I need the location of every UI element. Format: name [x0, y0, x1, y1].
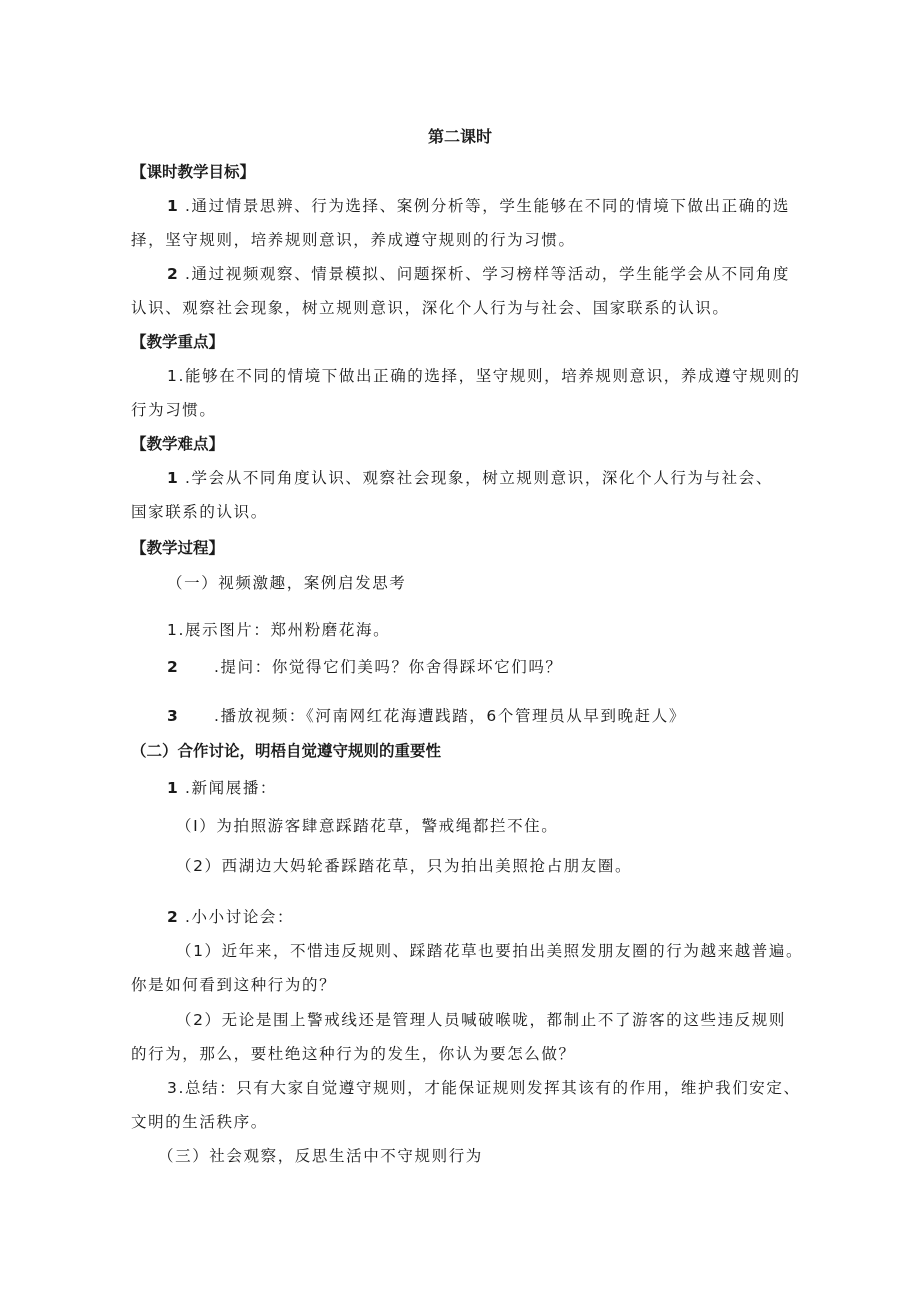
difficult-point-line-1: .学会从不同角度认识、观察社会现象，树立规则意识，深化个人行为与社会、 — [185, 469, 773, 487]
news-label: .新闻展播： — [185, 779, 278, 797]
discussion-q2-line-2: 的行为，那么，要杜绝这种行为的发生，你认为要怎么做？ — [131, 1045, 576, 1063]
summary-line-1: 3.总结：只有大家自觉遵守规则，才能保证规则发挥其该有的作用，维护我们安定、 — [167, 1079, 801, 1097]
objective-2-number: 2 — [167, 265, 178, 283]
part1-item-2-number: 2 — [167, 658, 178, 676]
news-number: 1 — [167, 779, 178, 797]
key-points-line-1: 1.能够在不同的情境下做出正确的选择，坚守规则，培养规则意识，养成遵守规则的 — [167, 367, 801, 385]
news-item-2: （2）西湖边大妈轮番踩踏花草，只为拍出美照抢占朋友圈。 — [176, 857, 633, 875]
news-item-1: （I）为拍照游客肆意踩踏花草，警戒绳都拦不住。 — [176, 817, 559, 835]
objective-1-number: 1 — [167, 197, 178, 215]
part2-heading: （二）合作讨论，明梧自觉遵守规则的重要性 — [131, 742, 442, 760]
discussion-q1-line-1: （1）近年来，不惜违反规则、踩踏花草也要拍出美照发朋友圈的行为越来越普遍。 — [176, 942, 804, 960]
key-points-heading: 【教学重点】 — [131, 333, 225, 351]
part1-item-3-number: 3 — [167, 707, 178, 725]
objective-1-line-1: .通过情景思辨、行为选择、案例分析等，学生能够在不同的情境下做出正确的选 — [185, 197, 791, 215]
part3-heading: （三）社会观察，反思生活中不守规则行为 — [158, 1147, 483, 1165]
part1-item-3: .播放视频：《河南网红花海遭践踏，6个管理员从早到晚赶人》 — [214, 707, 686, 725]
part1-heading: （一）视频激趣，案例启发思考 — [167, 574, 407, 592]
difficult-point-number: 1 — [167, 469, 178, 487]
process-heading: 【教学过程】 — [131, 539, 225, 557]
discussion-label: .小小讨论会： — [185, 908, 295, 926]
difficult-point-line-2: 国家联系的认识。 — [131, 503, 268, 521]
key-points-line-2: 行为习惯。 — [131, 401, 217, 419]
part1-item-2: .提问：你觉得它们美吗？你舍得踩坏它们吗？ — [214, 658, 563, 676]
difficult-points-heading: 【教学难点】 — [131, 435, 225, 453]
page-title: 第二课时 — [427, 127, 492, 146]
summary-line-2: 文明的生活秩序。 — [131, 1113, 268, 1131]
discussion-q1-line-2: 你是如何看到这种行为的？ — [131, 976, 337, 994]
objectives-heading: 【课时教学目标】 — [131, 163, 256, 181]
objective-2-line-1: .通过视频观察、情景模拟、问题探析、学习榜样等活动，学生能学会从不同角度 — [185, 265, 791, 283]
objective-2-line-2: 认识、观察社会现象，树立规则意识，深化个人行为与社会、国家联系的认识。 — [131, 299, 730, 317]
discussion-number: 2 — [167, 908, 178, 926]
objective-1-line-2: 择，坚守规则，培养规则意识，养成遵守规则的行为习惯。 — [131, 231, 576, 249]
part1-item-1: 1.展示图片：郑州粉磨花海。 — [167, 621, 391, 639]
discussion-q2-line-1: （2）无论是围上警戒线还是管理人员喊破喉咙，都制止不了游客的这些违反规则 — [176, 1011, 786, 1029]
